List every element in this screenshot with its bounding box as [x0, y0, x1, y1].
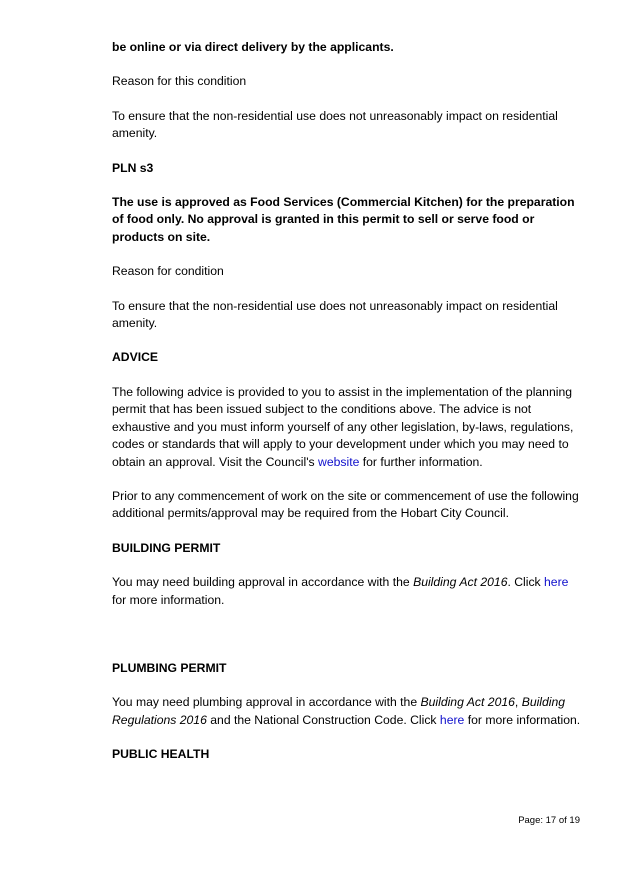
- advice-paragraph: [112, 384, 582, 471]
- act-title: Building Act 2016: [413, 575, 508, 590]
- reason-text: To ensure that the non-residential use does not unreasonably impact on residential amenity.: [112, 108, 558, 141]
- plumbing-here-link[interactable]: here: [439, 712, 465, 727]
- section-heading-public-health: PUBLIC HEALTH: [112, 747, 210, 762]
- page-number: Page: 17 of 19: [518, 815, 580, 826]
- plumbing-paragraph: [112, 694, 582, 729]
- section-heading-advice: ADVICE: [112, 350, 159, 365]
- prior-paragraph: Prior to any commencement of work on the site or commencement of use the following additional permits/approval may be required from the Hobart City Council.: [112, 488, 579, 521]
- advice-text: The following advice is provided to you to assist in the implementation of the planning permit that has been issued subject to the conditions above. The advice is not exhaustive and you must inform yourself of any other legislation, by-laws, regulations, codes or standards that will apply to your development under which you may need to obtain an approval. Visit the Council's: [112, 384, 574, 469]
- condition-heading: PLN s3: [112, 160, 154, 175]
- building-paragraph: [112, 574, 582, 609]
- condition-continuation: be online or via direct delivery by the applicants.: [112, 40, 394, 54]
- advice-text: for further information.: [359, 454, 483, 469]
- reason-label: Reason for condition: [112, 264, 224, 279]
- reason-label: Reason for this condition: [112, 74, 247, 89]
- building-text: You may need building approval in accordance with the: [112, 575, 414, 590]
- plumbing-text: You may need plumbing approval in accordance with the: [112, 695, 421, 710]
- building-text: . Click: [507, 575, 545, 590]
- plumbing-text: ,: [514, 695, 522, 710]
- act-title: Building Act 2016: [420, 695, 515, 710]
- section-heading-plumbing: PLUMBING PERMIT: [112, 660, 227, 675]
- section-heading-building: BUILDING PERMIT: [112, 540, 221, 555]
- plumbing-text: and the National Construction Code. Click: [206, 712, 440, 727]
- document-body: [112, 39, 582, 764]
- regulations-title: Building Regulations 2016: [112, 695, 566, 727]
- reason-text: To ensure that the non-residential use does not unreasonably impact on residential amenity.: [112, 298, 558, 331]
- building-here-link[interactable]: here: [544, 575, 569, 590]
- website-link[interactable]: website: [318, 454, 360, 469]
- building-text: for more information.: [112, 592, 225, 607]
- condition-text: The use is approved as Food Services (Commercial Kitchen) for the preparation of food only. No approval is granted in this permit to sell or serve food or products on site.: [112, 195, 575, 244]
- plumbing-text: for more information.: [464, 712, 581, 727]
